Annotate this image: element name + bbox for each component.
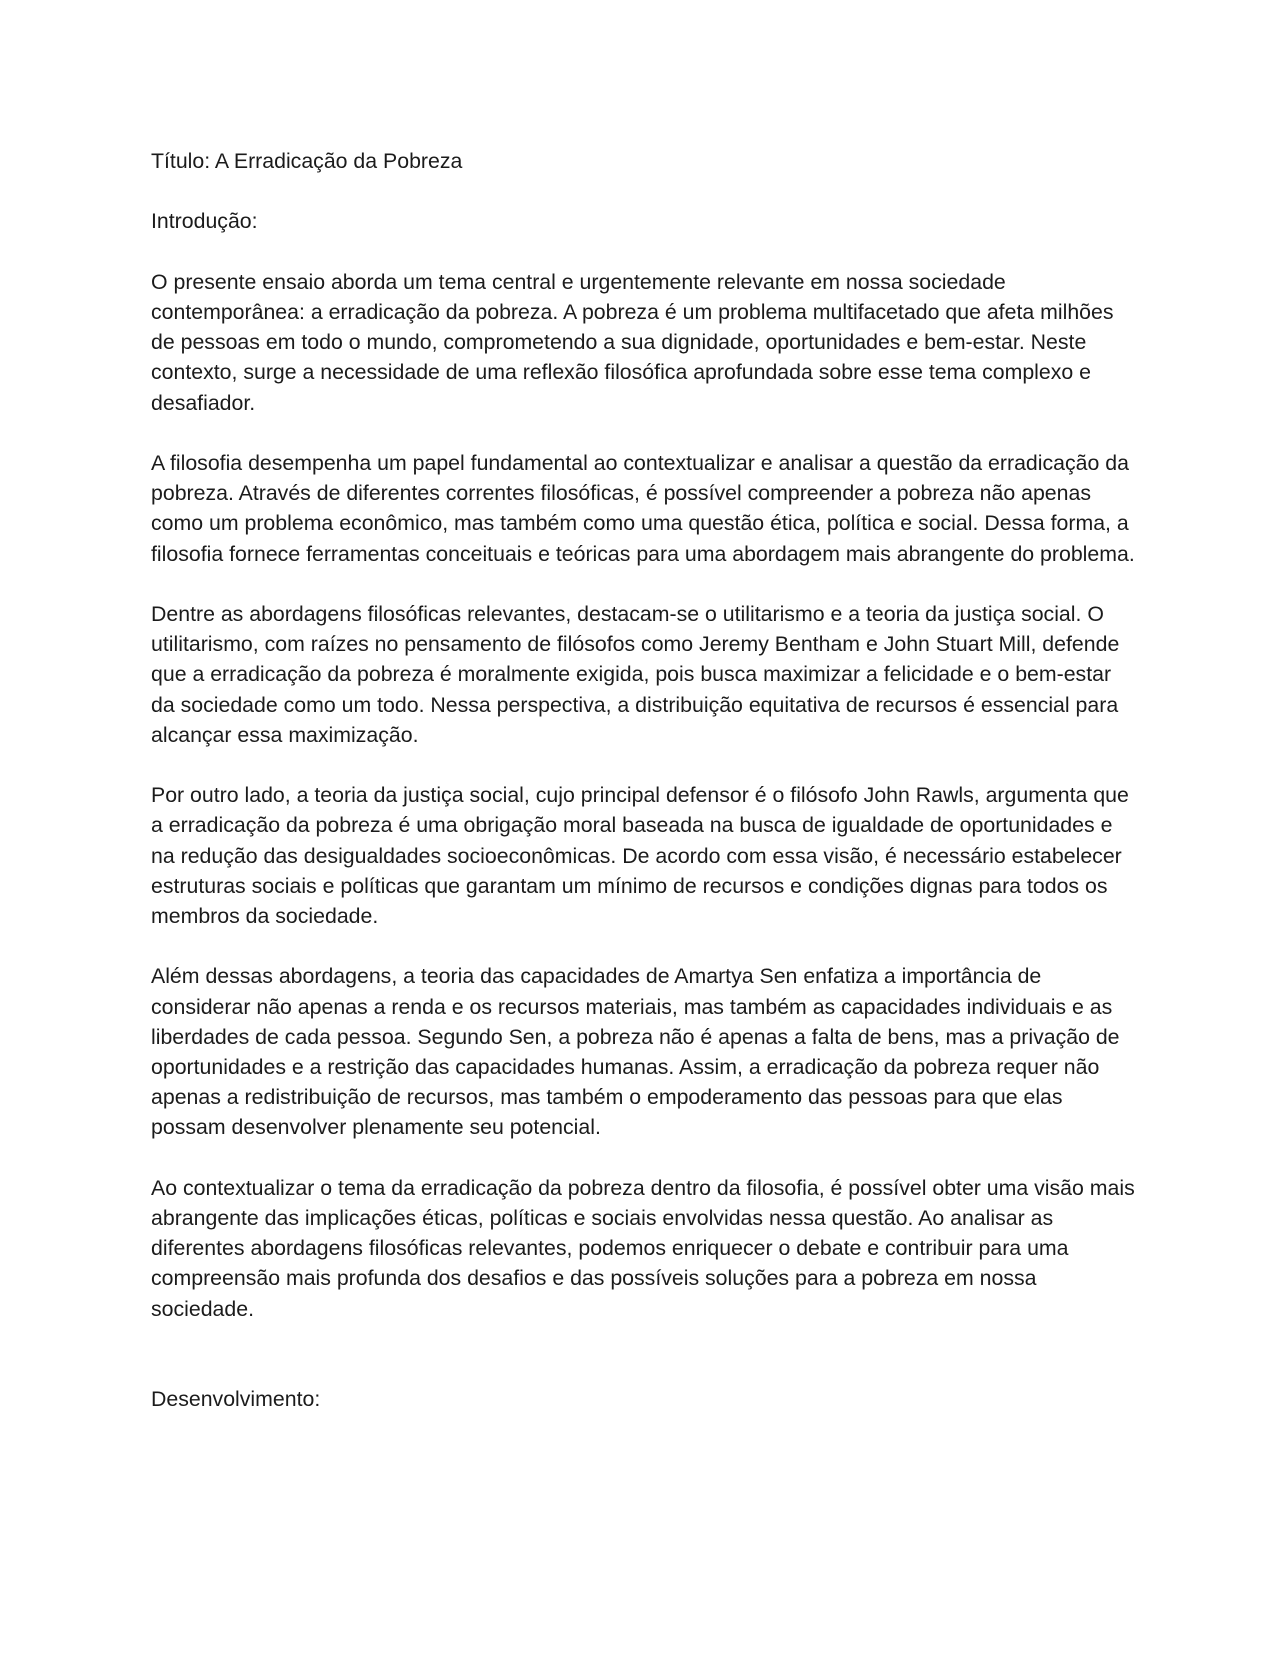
- paragraph: Por outro lado, a teoria da justiça social, cujo principal defensor é o filósofo John Rawls, argumenta que a erradicação da pobreza é uma obrigação moral baseada na busca de igualdade de oportunidades e na redução das desigualdades socioeconômicas. De acordo com essa visão, é necessário estabelecer estruturas sociais e políticas que garantam um mínimo de recursos e condições dignas para todos os membros da sociedade.: [151, 783, 1129, 928]
- paragraph: A filosofia desempenha um papel fundamental ao contextualizar e analisar a questão da erradicação da pobreza. Através de diferentes correntes filosóficas, é possível compreender a pobreza não apenas como um problema econômico, mas também como uma questão ética, política e social. Dessa forma, a filosofia fornece ferramentas conceituais e teóricas para uma abordagem mais abrangente do problema.: [151, 450, 1135, 566]
- paragraph: Dentre as abordagens filosóficas relevantes, destacam-se o utilitarismo e a teoria da justiça social. O utilitarismo, com raízes no pensamento de filósofos como Jeremy Bentham e John Stuart Mill, defende que a erradicação da pobreza é moralmente exigida, pois busca maximizar a felicidade e o bem-estar da sociedade como um todo. Nessa perspectiva, a distribuição equitativa de recursos é essencial para alcançar essa maximização.: [151, 601, 1120, 747]
- document-body: [151, 146, 1136, 1414]
- document-title: Título: A Erradicação da Pobreza: [151, 149, 463, 173]
- intro-heading: Introdução:: [151, 209, 258, 234]
- paragraph: Ao contextualizar o tema da erradicação da pobreza dentro da filosofia, é possível obter uma visão mais abrangente das implicações éticas, políticas e sociais envolvidas nessa questão. Ao analisar as diferentes abordagens filosóficas relevantes, podemos enriquecer o debate e contribuir para uma compreensão mais profunda dos desafios e das possíveis soluções para a pobreza em nossa sociedade.: [151, 1175, 1135, 1321]
- development-heading: Desenvolvimento:: [151, 1387, 321, 1412]
- paragraph: Além dessas abordagens, a teoria das capacidades de Amartya Sen enfatiza a importância de considerar não apenas a renda e os recursos materiais, mas também as capacidades individuais e as liberdades de cada pessoa. Segundo Sen, a pobreza não é apenas a falta de bens, mas a privação de oportunidades e a restrição das capacidades humanas. Assim, a erradicação da pobreza requer não apenas a redistribuição de recursos, mas também o empoderamento das pessoas para que elas possam desenvolver plenamente seu potencial.: [151, 964, 1120, 1140]
- paragraph: O presente ensaio aborda um tema central e urgentemente relevante em nossa sociedade contemporânea: a erradicação da pobreza. A pobreza é um problema multifacetado que afeta milhões de pessoas em todo o mundo, comprometendo a sua dignidade, oportunidades e bem-estar. Neste contexto, surge a necessidade de uma reflexão filosófica aprofundada sobre esse tema complexo e desafiador.: [151, 269, 1114, 415]
